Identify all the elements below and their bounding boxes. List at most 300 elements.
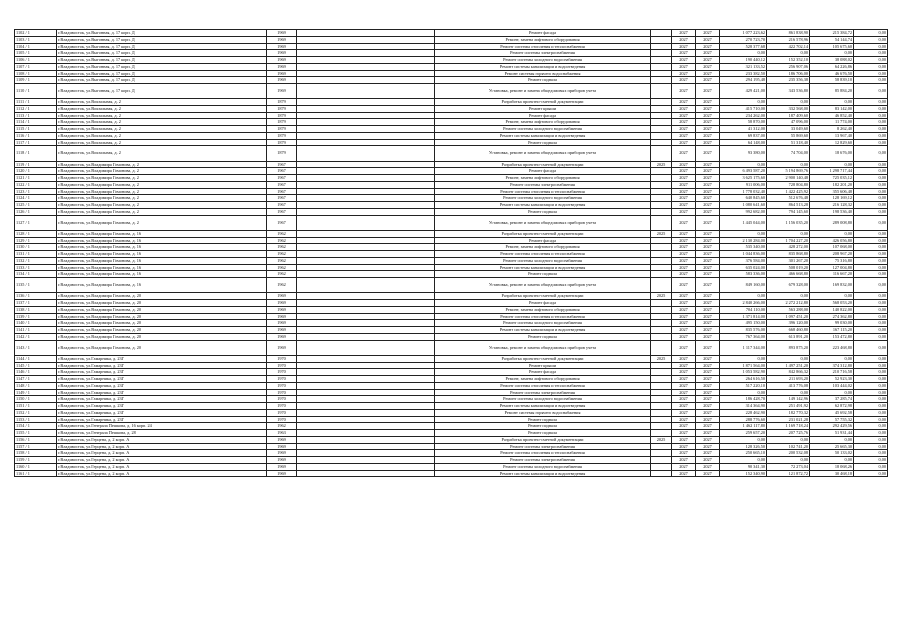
- start-year-cell: [651, 300, 672, 307]
- fund-cost-cell: 679 328,00: [767, 278, 810, 293]
- row-number: 1139 / 1: [15, 313, 57, 320]
- other-cost-cell: 75 316,80: [810, 257, 854, 264]
- row-number: 1103 / 1: [15, 36, 57, 43]
- plan-year-from-cell: 2027: [672, 450, 696, 457]
- work-type-cell: Ремонт системы электроснабжения: [435, 181, 651, 188]
- plan-year-from-cell: 2027: [672, 271, 696, 278]
- blank-cell: [297, 146, 435, 161]
- other-cost-cell: 99 030,00: [810, 320, 854, 327]
- other-cost-cell: 215 384,72: [810, 30, 854, 37]
- work-type-cell: Ремонт подвала: [435, 416, 651, 423]
- plan-year-to-cell: 2027: [696, 416, 720, 423]
- total-cost-cell: 495 150,00: [720, 320, 767, 327]
- extra-cost-cell: 0,00: [854, 244, 888, 251]
- build-year-cell: 1969: [267, 293, 297, 300]
- table-row: [15, 50, 888, 57]
- table-row: [15, 436, 888, 443]
- address-cell: г.Владивосток, ул.Владимира Гомонова, д. 20: [57, 320, 267, 327]
- table-row: [15, 43, 888, 50]
- address-cell: г.Владивосток, ул.Вокзальная, д. 2: [57, 132, 267, 139]
- blank-cell: [297, 215, 435, 230]
- plan-year-from-cell: 2027: [672, 362, 696, 369]
- work-type-cell: Ремонт подвала: [435, 208, 651, 215]
- blank-cell: [297, 126, 435, 133]
- plan-year-to-cell: 2027: [696, 175, 720, 182]
- extra-cost-cell: 0,00: [854, 369, 888, 376]
- other-cost-cell: 12 829,60: [810, 139, 854, 146]
- fund-cost-cell: 0,00: [767, 436, 810, 443]
- total-cost-cell: 0,00: [720, 293, 767, 300]
- row-number: 1122 / 1: [15, 181, 57, 188]
- blank-cell: [297, 244, 435, 251]
- extra-cost-cell: 0,00: [854, 126, 888, 133]
- table-row: [15, 264, 888, 271]
- blank-cell: [297, 70, 435, 77]
- start-year-cell: [651, 340, 672, 355]
- row-number: 1117 / 1: [15, 139, 57, 146]
- plan-year-to-cell: 2027: [696, 237, 720, 244]
- blank-cell: [297, 369, 435, 376]
- address-cell: г.Владивосток, ул.Вокзальная, д. 2: [57, 119, 267, 126]
- other-cost-cell: 45 692,58: [810, 409, 854, 416]
- work-type-cell: Разработка проектно-сметной документации: [435, 355, 651, 362]
- table-row: [15, 30, 888, 37]
- row-number: 1143 / 1: [15, 340, 57, 355]
- total-cost-cell: 1 445 044,00: [720, 215, 767, 230]
- blank-cell: [297, 327, 435, 334]
- blank-cell: [297, 362, 435, 369]
- address-cell: г.Владивосток, ул.Выгонная, д. 17 корп. Д: [57, 50, 267, 57]
- plan-year-from-cell: 2027: [672, 416, 696, 423]
- plan-year-from-cell: 2027: [672, 278, 696, 293]
- start-year-cell: [651, 188, 672, 195]
- extra-cost-cell: 0,00: [854, 278, 888, 293]
- blank-cell: [297, 470, 435, 477]
- start-year-cell: [651, 175, 672, 182]
- build-year-cell: 1970: [267, 403, 297, 410]
- plan-year-to-cell: 2027: [696, 333, 720, 340]
- build-year-cell: 1962: [267, 244, 297, 251]
- fund-cost-cell: 1 169 718,24: [767, 423, 810, 430]
- row-number: 1158 / 1: [15, 450, 57, 457]
- blank-cell: [297, 257, 435, 264]
- total-cost-cell: 517 220,10: [720, 382, 767, 389]
- row-number: 1131 / 1: [15, 251, 57, 258]
- build-year-cell: 1879: [267, 119, 297, 126]
- work-type-cell: Разработка проектно-сметной документации: [435, 293, 651, 300]
- plan-year-from-cell: 2027: [672, 369, 696, 376]
- plan-year-to-cell: 2027: [696, 36, 720, 43]
- extra-cost-cell: 0,00: [854, 112, 888, 119]
- plan-year-from-cell: 2027: [672, 146, 696, 161]
- extra-cost-cell: 0,00: [854, 409, 888, 416]
- other-cost-cell: 153 472,80: [810, 333, 854, 340]
- other-cost-cell: 0,00: [810, 457, 854, 464]
- work-type-cell: Ремонт фасада: [435, 30, 651, 37]
- extra-cost-cell: 0,00: [854, 403, 888, 410]
- work-type-cell: Ремонт системы горячего водоснабжения: [435, 409, 651, 416]
- address-cell: г.Владивосток, ул.Владимира Гомонова, д. 2: [57, 215, 267, 230]
- address-cell: г.Владивосток, ул.Владимира Гомонова, д. 16: [57, 264, 267, 271]
- work-type-cell: Ремонт, замена лифтового оборудования: [435, 376, 651, 383]
- plan-year-to-cell: 2027: [696, 463, 720, 470]
- address-cell: г.Владивосток, ул.Гамарника, д. 23Г: [57, 376, 267, 383]
- extra-cost-cell: 0,00: [854, 188, 888, 195]
- blank-cell: [297, 416, 435, 423]
- start-year-cell: [651, 139, 672, 146]
- build-year-cell: 1962: [267, 251, 297, 258]
- total-cost-cell: 259 657,20: [720, 430, 767, 437]
- extra-cost-cell: 0,00: [854, 264, 888, 271]
- plan-year-to-cell: 2027: [696, 132, 720, 139]
- total-cost-cell: 635 024,00: [720, 264, 767, 271]
- plan-year-to-cell: 2027: [696, 396, 720, 403]
- blank-cell: [297, 84, 435, 99]
- work-type-cell: Ремонт системы канализации и водоотведения: [435, 264, 651, 271]
- build-year-cell: 1879: [267, 146, 297, 161]
- start-year-cell: 2025: [651, 230, 672, 237]
- address-cell: г.Владивосток, ул.Владимира Гомонова, д. 2: [57, 208, 267, 215]
- start-year-cell: [651, 126, 672, 133]
- address-cell: г.Владивосток, ул.Выгонная, д. 17 корп. Д: [57, 30, 267, 37]
- extra-cost-cell: 0,00: [854, 362, 888, 369]
- row-number: 1105 / 1: [15, 50, 57, 57]
- total-cost-cell: 1 080 641,60: [720, 202, 767, 209]
- table-row: [15, 416, 888, 423]
- row-number: 1156 / 1: [15, 436, 57, 443]
- total-cost-cell: 6 493 587,20: [720, 168, 767, 175]
- extra-cost-cell: 0,00: [854, 306, 888, 313]
- address-cell: г.Владивосток, ул.Владимира Гомонова, д. 2: [57, 161, 267, 168]
- fund-cost-cell: 0,00: [767, 161, 810, 168]
- start-year-cell: [651, 457, 672, 464]
- total-cost-cell: 835 576,00: [720, 327, 767, 334]
- plan-year-to-cell: 2027: [696, 161, 720, 168]
- start-year-cell: [651, 327, 672, 334]
- plan-year-to-cell: 2027: [696, 257, 720, 264]
- work-type-cell: Ремонт крыши: [435, 362, 651, 369]
- start-year-cell: [651, 132, 672, 139]
- address-cell: г.Владивосток, ул.Гамарника, д. 23Г: [57, 362, 267, 369]
- total-cost-cell: 0,00: [720, 161, 767, 168]
- fund-cost-cell: 1 497 251,20: [767, 362, 810, 369]
- other-cost-cell: 374 312,80: [810, 362, 854, 369]
- blank-cell: [297, 230, 435, 237]
- work-type-cell: Ремонт подвала: [435, 423, 651, 430]
- blank-cell: [297, 450, 435, 457]
- total-cost-cell: 1 778 032,40: [720, 188, 767, 195]
- table-row: [15, 181, 888, 188]
- plan-year-from-cell: 2027: [672, 463, 696, 470]
- plan-year-from-cell: 2027: [672, 313, 696, 320]
- total-cost-cell: 250 665,10: [720, 450, 767, 457]
- fund-cost-cell: 33 049,60: [767, 126, 810, 133]
- total-cost-cell: 0,00: [720, 389, 767, 396]
- work-type-cell: Ремонт системы холодного водоснабжения: [435, 463, 651, 470]
- plan-year-from-cell: 2027: [672, 43, 696, 50]
- build-year-cell: 1963: [267, 430, 297, 437]
- total-cost-cell: 69 837,00: [720, 132, 767, 139]
- work-type-cell: Ремонт системы холодного водоснабжения: [435, 57, 651, 64]
- total-cost-cell: 0,00: [720, 99, 767, 106]
- start-year-cell: [651, 36, 672, 43]
- build-year-cell: 1969: [267, 313, 297, 320]
- row-number: 1126 / 1: [15, 208, 57, 215]
- table-row: [15, 84, 888, 99]
- address-cell: г.Владивосток, ул.Герцена, д. 2 корп. А: [57, 436, 267, 443]
- start-year-cell: [651, 168, 672, 175]
- plan-year-from-cell: 2027: [672, 168, 696, 175]
- extra-cost-cell: 0,00: [854, 355, 888, 362]
- address-cell: г.Владивосток, ул.Владимира Гомонова, д. 2: [57, 202, 267, 209]
- build-year-cell: 1967: [267, 195, 297, 202]
- other-cost-cell: 0,00: [810, 161, 854, 168]
- blank-cell: [297, 43, 435, 50]
- plan-year-to-cell: 2027: [696, 327, 720, 334]
- table-row: [15, 119, 888, 126]
- start-year-cell: 2025: [651, 436, 672, 443]
- row-number: 1111 / 1: [15, 99, 57, 106]
- build-year-cell: 1962: [267, 230, 297, 237]
- plan-year-from-cell: 2027: [672, 237, 696, 244]
- other-cost-cell: 167 115,20: [810, 327, 854, 334]
- plan-year-to-cell: 2027: [696, 355, 720, 362]
- row-number: 1152 / 1: [15, 409, 57, 416]
- build-year-cell: 1962: [267, 271, 297, 278]
- build-year-cell: 1969: [267, 340, 297, 355]
- plan-year-to-cell: 2027: [696, 208, 720, 215]
- row-number: 1134 / 1: [15, 271, 57, 278]
- extra-cost-cell: 0,00: [854, 430, 888, 437]
- blank-cell: [297, 105, 435, 112]
- plan-year-to-cell: 2027: [696, 181, 720, 188]
- extra-cost-cell: 0,00: [854, 63, 888, 70]
- extra-cost-cell: 0,00: [854, 436, 888, 443]
- blank-cell: [297, 168, 435, 175]
- start-year-cell: [651, 112, 672, 119]
- start-year-cell: 2025: [651, 161, 672, 168]
- extra-cost-cell: 0,00: [854, 376, 888, 383]
- other-cost-cell: 18 068,26: [810, 463, 854, 470]
- plan-year-to-cell: 2027: [696, 382, 720, 389]
- work-type-cell: Ремонт системы электроснабжения: [435, 50, 651, 57]
- address-cell: г.Владивосток, ул.Герцена, д. 2 корп. А: [57, 457, 267, 464]
- work-type-cell: Ремонт подвала: [435, 430, 651, 437]
- work-type-cell: Ремонт системы холодного водоснабжения: [435, 396, 651, 403]
- blank-cell: [297, 443, 435, 450]
- address-cell: г.Владивосток, ул.Владимира Гомонова, д. 16: [57, 230, 267, 237]
- address-cell: г.Владивосток, ул.Владимира Гомонова, д. 20: [57, 327, 267, 334]
- plan-year-to-cell: 2027: [696, 470, 720, 477]
- other-cost-cell: 210 716,58: [810, 369, 854, 376]
- address-cell: г.Владивосток, ул.Владимира Гомонова, д. 16: [57, 271, 267, 278]
- address-cell: г.Владивосток, ул.Владимира Гомонова, д. 20: [57, 333, 267, 340]
- table-row: [15, 306, 888, 313]
- table-row: [15, 77, 888, 84]
- build-year-cell: 1962: [267, 278, 297, 293]
- start-year-cell: 2025: [651, 293, 672, 300]
- row-number: 1109 / 1: [15, 77, 57, 84]
- address-cell: г.Владивосток, ул.Вокзальная, д. 2: [57, 139, 267, 146]
- work-type-cell: Ремонт системы канализации и водоотведения: [435, 63, 651, 70]
- extra-cost-cell: 0,00: [854, 313, 888, 320]
- start-year-cell: [651, 43, 672, 50]
- plan-year-from-cell: 2027: [672, 139, 696, 146]
- start-year-cell: [651, 470, 672, 477]
- build-year-cell: 1967: [267, 181, 297, 188]
- row-number: 1124 / 1: [15, 195, 57, 202]
- fund-cost-cell: 231 021,28: [767, 416, 810, 423]
- address-cell: г.Владивосток, ул.Владимира Гомонова, д. 20: [57, 300, 267, 307]
- fund-cost-cell: 0,00: [767, 389, 810, 396]
- work-type-cell: Ремонт подвала: [435, 271, 651, 278]
- start-year-cell: [651, 50, 672, 57]
- work-type-cell: Ремонт системы электроснабжения: [435, 389, 651, 396]
- build-year-cell: 1969: [267, 77, 297, 84]
- total-cost-cell: 535 340,00: [720, 244, 767, 251]
- plan-year-to-cell: 2027: [696, 450, 720, 457]
- address-cell: г.Владивосток, ул.Владимира Гомонова, д. 2: [57, 181, 267, 188]
- total-cost-cell: 2 130 284,00: [720, 237, 767, 244]
- work-type-cell: Ремонт системы горячего водоснабжения: [435, 70, 651, 77]
- plan-year-to-cell: 2027: [696, 244, 720, 251]
- address-cell: г.Владивосток, ул.Владимира Гомонова, д. 20: [57, 313, 267, 320]
- row-number: 1157 / 1: [15, 443, 57, 450]
- plan-year-from-cell: 2027: [672, 327, 696, 334]
- plan-year-to-cell: 2027: [696, 403, 720, 410]
- build-year-cell: 1879: [267, 139, 297, 146]
- other-cost-cell: 0,00: [810, 293, 854, 300]
- plan-year-to-cell: 2027: [696, 70, 720, 77]
- total-cost-cell: 228 462,90: [720, 409, 767, 416]
- blank-cell: [297, 36, 435, 43]
- blank-cell: [297, 340, 435, 355]
- build-year-cell: 1879: [267, 126, 297, 133]
- work-type-cell: Разработка проектно-сметной документации: [435, 436, 651, 443]
- start-year-cell: [651, 251, 672, 258]
- other-cost-cell: 83 142,00: [810, 105, 854, 112]
- plan-year-from-cell: 2027: [672, 112, 696, 119]
- table-row: [15, 430, 888, 437]
- start-year-cell: [651, 195, 672, 202]
- build-year-cell: 1969: [267, 450, 297, 457]
- extra-cost-cell: 0,00: [854, 84, 888, 99]
- row-number: 1102 / 1: [15, 30, 57, 37]
- fund-cost-cell: 256 907,06: [767, 63, 810, 70]
- table-row: [15, 300, 888, 307]
- total-cost-cell: 528 377,68: [720, 43, 767, 50]
- fund-cost-cell: 301 267,20: [767, 257, 810, 264]
- fund-cost-cell: 396 120,00: [767, 320, 810, 327]
- blank-cell: [297, 430, 435, 437]
- other-cost-cell: 182 201,20: [810, 181, 854, 188]
- row-number: 1142 / 1: [15, 333, 57, 340]
- work-type-cell: Ремонт фасада: [435, 168, 651, 175]
- work-type-cell: Ремонт системы холодного водоснабжения: [435, 195, 651, 202]
- work-type-cell: Ремонт, замена лифтового оборудования: [435, 306, 651, 313]
- start-year-cell: [651, 244, 672, 251]
- extra-cost-cell: 0,00: [854, 450, 888, 457]
- build-year-cell: 1969: [267, 463, 297, 470]
- total-cost-cell: 1 044 836,00: [720, 251, 767, 258]
- table-row: [15, 188, 888, 195]
- blank-cell: [297, 237, 435, 244]
- fund-cost-cell: 343 536,80: [767, 84, 810, 99]
- extra-cost-cell: 0,00: [854, 293, 888, 300]
- blank-cell: [297, 30, 435, 37]
- blank-cell: [297, 202, 435, 209]
- plan-year-from-cell: 2027: [672, 306, 696, 313]
- extra-cost-cell: 0,00: [854, 146, 888, 161]
- plan-year-from-cell: 2027: [672, 457, 696, 464]
- start-year-cell: [651, 215, 672, 230]
- work-type-cell: Ремонт фасада: [435, 237, 651, 244]
- table-row: [15, 340, 888, 355]
- plan-year-to-cell: 2027: [696, 340, 720, 355]
- plan-year-to-cell: 2027: [696, 271, 720, 278]
- work-type-cell: Разработка проектно-сметной документации: [435, 230, 651, 237]
- start-year-cell: [651, 70, 672, 77]
- table-row: [15, 202, 888, 209]
- address-cell: г.Владивосток, ул.Герцена, д. 2 корп. А: [57, 463, 267, 470]
- start-year-cell: [651, 202, 672, 209]
- start-year-cell: [651, 257, 672, 264]
- plan-year-to-cell: 2027: [696, 362, 720, 369]
- work-type-cell: Ремонт системы холодного водоснабжения: [435, 257, 651, 264]
- start-year-cell: [651, 450, 672, 457]
- plan-year-to-cell: 2027: [696, 63, 720, 70]
- work-type-cell: Ремонт системы канализации и водоотведения: [435, 470, 651, 477]
- row-number: 1161 / 1: [15, 470, 57, 477]
- table-row: [15, 195, 888, 202]
- work-type-cell: Установка, ремонт и замена общедомовых приборов учета: [435, 340, 651, 355]
- address-cell: г.Владивосток, ул.Владимира Гомонова, д. 16: [57, 251, 267, 258]
- row-number: 1113 / 1: [15, 112, 57, 119]
- build-year-cell: 1962: [267, 264, 297, 271]
- total-cost-cell: 849 160,00: [720, 278, 767, 293]
- table-row: [15, 463, 888, 470]
- total-cost-cell: 415 710,00: [720, 105, 767, 112]
- extra-cost-cell: 0,00: [854, 300, 888, 307]
- extra-cost-cell: 0,00: [854, 168, 888, 175]
- extra-cost-cell: 0,00: [854, 470, 888, 477]
- blank-cell: [297, 463, 435, 470]
- extra-cost-cell: 0,00: [854, 132, 888, 139]
- extra-cost-cell: 0,00: [854, 327, 888, 334]
- table-row: [15, 161, 888, 168]
- total-cost-cell: 583 336,00: [720, 271, 767, 278]
- other-cost-cell: 52 923,30: [810, 376, 854, 383]
- start-year-cell: [651, 376, 672, 383]
- address-cell: г.Владивосток, ул.Выгонная, д. 17 корп. Д: [57, 63, 267, 70]
- start-year-cell: 2025: [651, 355, 672, 362]
- plan-year-to-cell: 2027: [696, 389, 720, 396]
- row-number: 1112 / 1: [15, 105, 57, 112]
- plan-year-to-cell: 2027: [696, 50, 720, 57]
- work-type-cell: Ремонт, замена лифтового оборудования: [435, 244, 651, 251]
- fund-cost-cell: 728 804,80: [767, 181, 810, 188]
- row-number: 1135 / 1: [15, 278, 57, 293]
- plan-year-to-cell: 2027: [696, 139, 720, 146]
- plan-year-to-cell: 2027: [696, 436, 720, 443]
- extra-cost-cell: 0,00: [854, 396, 888, 403]
- plan-year-to-cell: 2027: [696, 119, 720, 126]
- plan-year-to-cell: 2027: [696, 293, 720, 300]
- plan-year-from-cell: 2027: [672, 340, 696, 355]
- plan-year-to-cell: 2027: [696, 146, 720, 161]
- plan-year-from-cell: 2027: [672, 470, 696, 477]
- row-number: 1138 / 1: [15, 306, 57, 313]
